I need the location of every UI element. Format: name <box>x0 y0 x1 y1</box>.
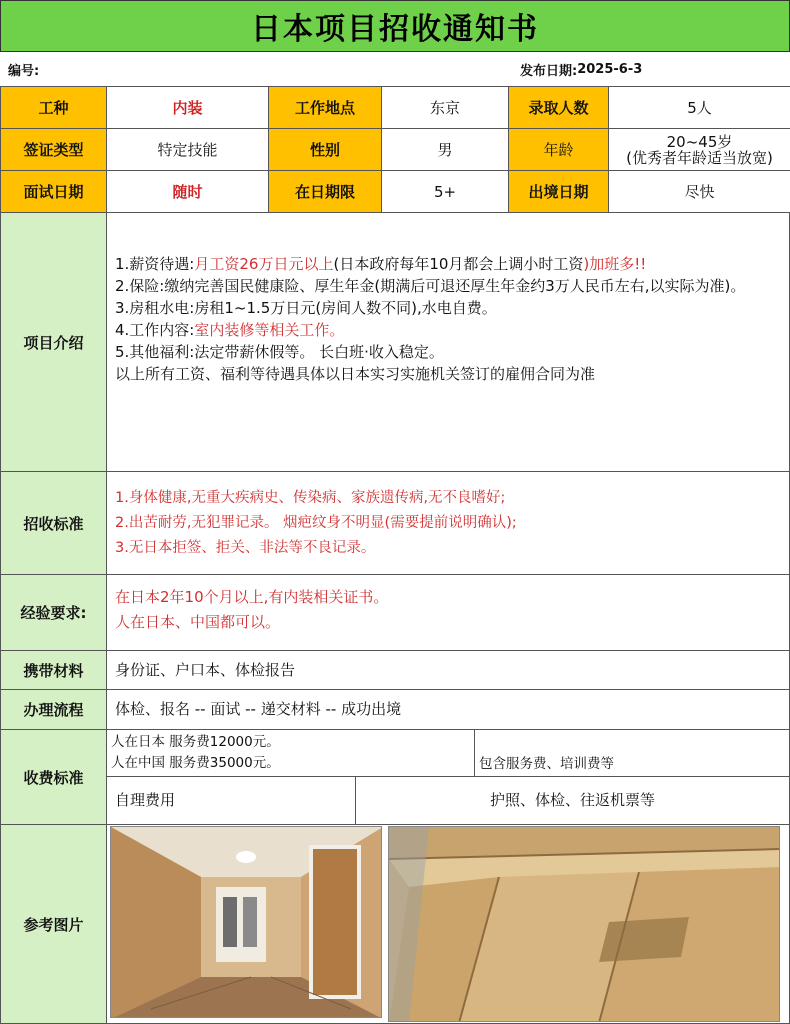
number-field <box>8 52 308 86</box>
info-row-2 <box>1 129 790 171</box>
intro-content <box>106 212 790 472</box>
standards-content <box>106 471 790 575</box>
experience-line-1: 在日本2年10个月以上,有内装相关证书。 <box>115 588 389 606</box>
experience-content <box>106 574 790 651</box>
standards-line-1: 1.身体健康,无重大疾病史、传染病、家族遗传病,无不良嗜好; <box>115 490 506 506</box>
fees-japan: 人在日本 服务费12000元。 <box>111 734 280 750</box>
experience-line-2: 人在日本、中国都可以。 <box>115 613 281 631</box>
depart-value: 尽快 <box>609 171 790 213</box>
gender-value: 男 <box>382 129 509 171</box>
fees-label: 收费标准 <box>0 729 107 825</box>
materials-value: 身份证、户口本、体检报告 <box>106 650 790 690</box>
standards-line-2: 2.出苦耐劳,无犯罪记录。 烟疤纹身不明显(需要提前说明确认); <box>115 515 517 531</box>
location-label: 工作地点 <box>269 87 382 129</box>
intro-line-4 <box>115 319 781 341</box>
fees-self-value: 护照、体检、往返机票等 <box>355 776 790 825</box>
interview-value: 随时 <box>107 171 269 213</box>
materials-label: 携带材料 <box>0 650 107 690</box>
age-note: (优秀者年龄适当放宽) <box>626 148 773 167</box>
intro-line-4-a: 4.工作内容: <box>115 321 195 339</box>
hire-value: 5人 <box>609 87 790 129</box>
intro-line-1-a: 1.薪资待遇: <box>115 255 195 273</box>
fees-self-label: 自理费用 <box>106 776 356 825</box>
hallway-photo <box>110 826 382 1018</box>
process-value: 体检、报名 -- 面试 -- 递交材料 -- 成功出境 <box>106 689 790 730</box>
job-label: 工种 <box>1 87 107 129</box>
intro-label: 项目介绍 <box>0 212 107 472</box>
hire-label: 录取人数 <box>509 87 609 129</box>
age-value <box>609 129 790 171</box>
stay-value: 5+ <box>382 171 509 213</box>
standards-line-3: 3.无日本拒签、拒关、非法等不良记录。 <box>115 540 376 556</box>
number-label: 编号: <box>8 63 40 79</box>
fees-includes: 包含服务费、培训费等 <box>474 729 790 777</box>
photos-label: 参考图片 <box>0 824 107 1024</box>
standards-label: 招收标准 <box>0 471 107 575</box>
intro-line-5: 5.其他福利:法定带薪休假等。 长白班·收入稳定。 <box>115 343 444 361</box>
intro-line-4-b: 室内装修等相关工作。 <box>194 321 345 339</box>
age-range: 20~45岁 <box>666 132 733 151</box>
intro-line-1 <box>115 253 781 275</box>
intro-line-2: 2.保险:缴纳完善国民健康险、厚生年金(期满后可退还厚生年金约3万人民币左右,以实际为准)。 <box>115 277 746 295</box>
depart-label: 出境日期 <box>509 171 609 213</box>
page-title: 日本项目招收通知书 <box>0 0 790 52</box>
job-value: 内装 <box>107 87 269 129</box>
age-label: 年龄 <box>509 129 609 171</box>
interior-illustration <box>389 827 780 1022</box>
location-value: 东京 <box>382 87 509 129</box>
intro-line-1-d: )加班多!! <box>583 255 647 273</box>
fees-service-cell <box>106 729 475 777</box>
intro-line-6: 以上所有工资、福利等待遇具体以日本实习实施机关签订的雇佣合同为准 <box>115 365 596 383</box>
publish-date: 2025-6-3 <box>577 61 643 77</box>
fees-china: 人在中国 服务费35000元。 <box>111 755 280 771</box>
process-label: 办理流程 <box>0 689 107 730</box>
intro-line-3: 3.房租水电:房租1~1.5万日元(房间人数不同),水电自费。 <box>115 299 497 317</box>
interview-label: 面试日期 <box>1 171 107 213</box>
publish-label: 发布日期: <box>520 63 578 79</box>
hallway-illustration <box>111 827 382 1018</box>
intro-line-1-c: (日本政府每年10月都会上调小时工资 <box>333 255 584 273</box>
stay-label: 在日期限 <box>269 171 382 213</box>
publish-date-field <box>520 52 780 86</box>
interior-photo <box>388 826 780 1022</box>
gender-label: 性别 <box>269 129 382 171</box>
info-table <box>0 86 790 213</box>
visa-value: 特定技能 <box>107 129 269 171</box>
info-row-1 <box>1 87 790 129</box>
visa-label: 签证类型 <box>1 129 107 171</box>
experience-label: 经验要求: <box>0 574 107 651</box>
info-row-3 <box>1 171 790 213</box>
intro-line-1-b: 月工资26万日元以上 <box>194 255 334 273</box>
